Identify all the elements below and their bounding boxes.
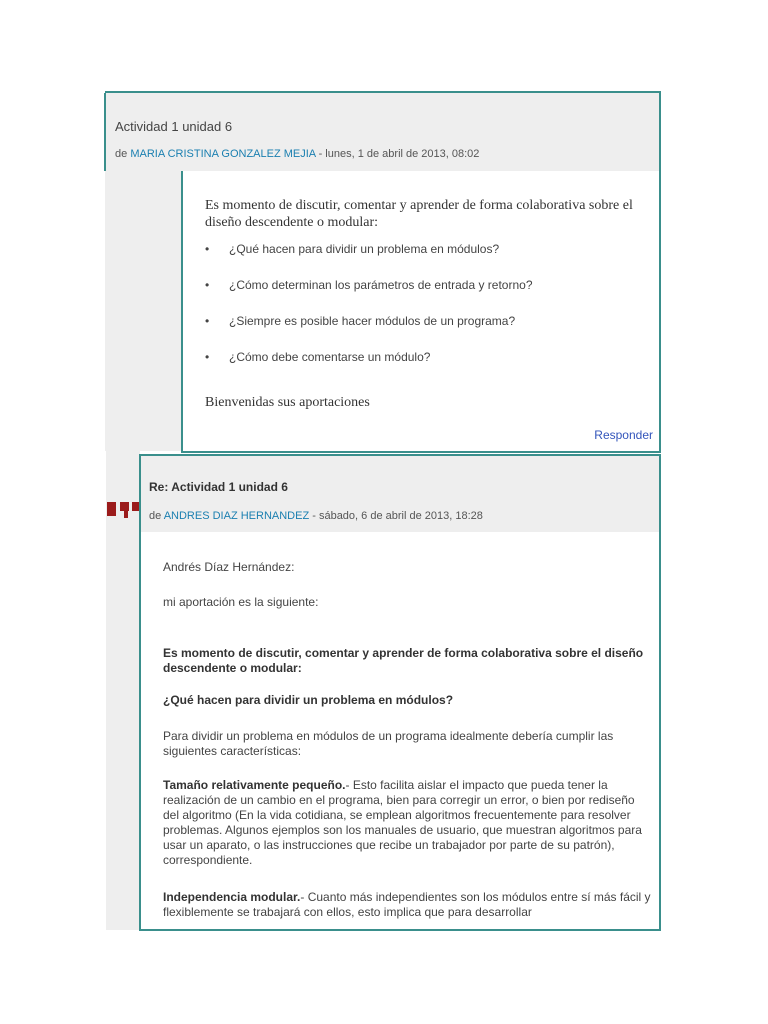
post-date: - sábado, 6 de abril de 2013, 18:28 xyxy=(312,510,483,522)
bullet-icon: • xyxy=(205,278,210,292)
bullet-icon: • xyxy=(205,314,210,328)
term-label: Tamaño relativamente pequeño. xyxy=(163,778,346,792)
forum-post-reply xyxy=(139,454,661,931)
author-link[interactable]: MARIA CRISTINA GONZALEZ MEJIA xyxy=(130,148,316,160)
bullet-icon: • xyxy=(205,350,210,364)
post-title: Actividad 1 unidad 6 xyxy=(115,119,233,134)
author-link[interactable]: ANDRES DIAZ HERNANDEZ xyxy=(163,510,310,522)
post-divider xyxy=(181,451,661,453)
post-byline xyxy=(115,148,479,160)
list-item: • ¿Cómo debe comentarse un módulo? xyxy=(205,350,431,364)
term-text: - Cuanto más independientes son los módulos entre sí más fácil y flexiblemente se trabajará con ellos, esto implica que para desarrollar xyxy=(163,890,651,919)
reply-heading: Es momento de discutir, comentar y aprender de forma colaborativa sobre el diseño descendente o modular: xyxy=(163,646,644,675)
post-title: Re: Actividad 1 unidad 6 xyxy=(149,480,288,494)
post-content xyxy=(181,171,659,453)
post-intro: Es momento de discutir, comentar y aprender de forma colaborativa sobre el diseño descendente o modular: xyxy=(205,198,633,230)
forum-post-original xyxy=(105,91,661,451)
reply-characteristic-independence xyxy=(163,890,653,920)
post-content xyxy=(141,532,659,929)
byline-prefix: de xyxy=(115,148,128,160)
bullet-icon: • xyxy=(205,242,210,256)
reply-characteristic-size xyxy=(163,778,653,868)
reply-lead: mi aportación es la siguiente: xyxy=(163,595,319,609)
reply-greeting: Andrés Díaz Hernández: xyxy=(163,560,295,574)
quote-mark-icon xyxy=(107,500,141,520)
byline-prefix: de xyxy=(149,510,162,522)
post-closing: Bienvenidas sus aportaciones xyxy=(205,395,370,410)
post-byline xyxy=(149,510,483,522)
post-date: - lunes, 1 de abril de 2013, 08:02 xyxy=(318,148,480,160)
reply-link[interactable]: Responder xyxy=(594,428,653,442)
question-list xyxy=(205,241,645,385)
list-item: • ¿Qué hacen para dividir un problema en módulos? xyxy=(205,242,500,256)
reply-question: ¿Qué hacen para dividir un problema en módulos? xyxy=(163,693,454,707)
list-item: • ¿Cómo determinan los parámetros de entrada y retorno? xyxy=(205,278,533,292)
post-border-accent xyxy=(104,93,106,171)
term-text: - Esto facilita aislar el impacto que pueda tener la realización de un cambio en el programa, bien para corregir un error, o bien por rediseño del algoritmo (En la vida cotidiana, se emplean algoritmos frecuentemente para resolver problemas. Algunos ejemplos son los manuales de usuario, que muestran algoritmos para usar un aparato, o las instrucciones que recibe un trabajador por parte de su patrón), correspondiente. xyxy=(163,778,642,867)
list-item: • ¿Siempre es posible hacer módulos de un programa? xyxy=(205,314,516,328)
term-label: Independencia modular. xyxy=(163,890,301,904)
reply-paragraph: Para dividir un problema en módulos de un programa idealmente debería cumplir las siguientes características: xyxy=(163,729,614,758)
thread-indent xyxy=(106,451,140,930)
